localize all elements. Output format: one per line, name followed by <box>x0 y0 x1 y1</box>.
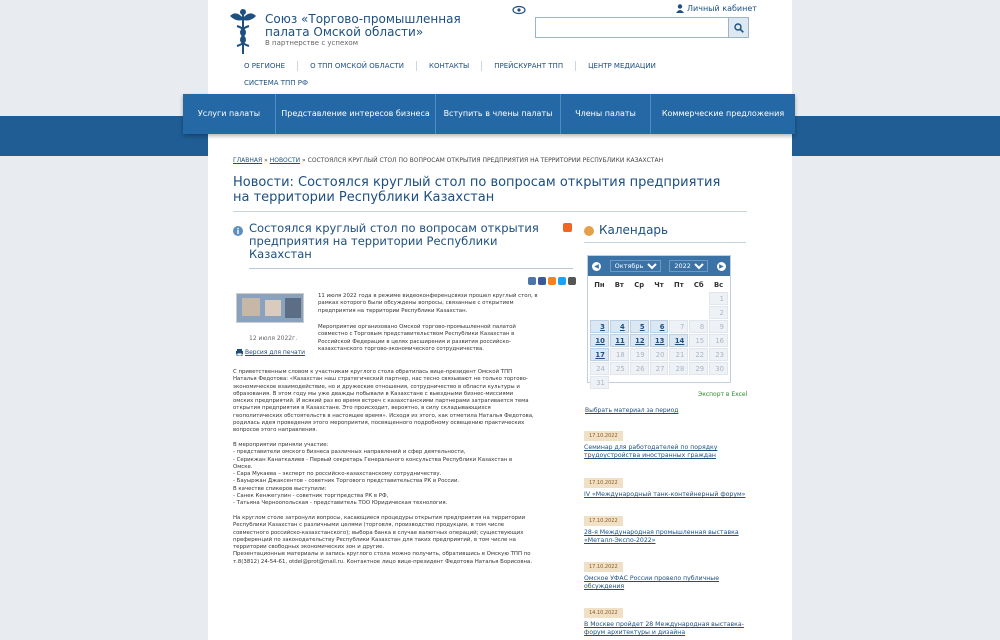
search-icon <box>734 23 744 33</box>
calendar-empty-cell <box>689 376 708 389</box>
calendar-day: 19 <box>630 348 649 361</box>
text-line: совместного российско-казахстанского); выбора банка в случае валютных операций; существующих <box>233 529 524 536</box>
org-name[interactable]: Союз «Торгово-промышленная палата Омской области» <box>265 12 461 39</box>
calendar-day: 30 <box>709 362 728 375</box>
year-select[interactable] <box>669 260 708 272</box>
topnav-system[interactable]: СИСТЕМА ТПП РФ <box>244 78 309 87</box>
news-date: 17.10.2022 <box>584 516 623 526</box>
mainnav-members[interactable]: Члены палаты <box>560 94 650 134</box>
calendar-day: 28 <box>669 362 688 375</box>
mainnav-representation[interactable]: Представление интересов бизнеса <box>275 94 435 134</box>
news-title[interactable]: Семинар для работодателей по порядку трудоустройства иностранных граждан <box>584 444 718 459</box>
weekday-label: Пт <box>674 280 684 289</box>
article-body <box>233 369 534 566</box>
mainnav-services[interactable]: Услуги палаты <box>197 109 261 118</box>
calendar-title: Календарь <box>599 223 669 237</box>
breadcrumb-news[interactable]: НОВОСТИ <box>269 157 301 164</box>
org-slogan: В партнерстве с успехом <box>265 39 358 47</box>
calendar-empty-cell <box>590 306 609 319</box>
text-line: образования. В этом году мы уже дважды побывали в Казахстане с выездными бизнес-миссиями <box>233 390 514 397</box>
topnav-contacts[interactable]: КОНТАКТЫ <box>416 61 481 71</box>
text-line: преференций по законодательству Республики Казахстан для таких предприятий, в том числе на <box>233 536 516 543</box>
text-line: т.8(3812) 24-54-61, otdel@prot@mail.ru. Контактное лицо вице-президент Федотова Наталья Борисовна. <box>233 558 533 565</box>
personal-cabinet-link[interactable] <box>676 4 757 13</box>
calendar-empty-cell <box>630 292 649 305</box>
info-icon <box>233 226 243 236</box>
calendar-day: 27 <box>650 362 669 375</box>
text-line: С приветственным словом к участникам круглого стола обратилась вице-президент Омской ТПП <box>233 369 513 375</box>
calendar-icon <box>584 226 594 236</box>
calendar-day: 29 <box>689 362 708 375</box>
calendar-empty-cell <box>630 376 649 389</box>
calendar-day: 7 <box>669 320 688 333</box>
calendar-day: 16 <box>709 334 728 347</box>
top-nav <box>232 57 772 91</box>
text-line: вопросов этого направления. <box>233 427 318 434</box>
news-item <box>584 469 754 499</box>
divider <box>584 242 746 243</box>
text-line: открытия предприятия в Казахстане. Это происходит, вероятно, в силу складывающихся <box>233 405 491 412</box>
calendar-day: 22 <box>689 348 708 361</box>
news-date: 17.10.2022 <box>584 562 623 572</box>
news-title[interactable]: В Москве пройдет 28 Международная выставка-форум архитектуры и дизайна <box>584 621 744 636</box>
caduceus-logo-icon[interactable] <box>228 8 258 56</box>
search-button[interactable] <box>728 18 748 37</box>
calendar-empty-cell <box>689 306 708 319</box>
text-line: - Бауыржан Джаксентов - советник Торгового представительства РК в России. <box>233 478 460 485</box>
personal-cabinet-label: Личный кабинет <box>687 4 757 13</box>
calendar-empty-cell <box>590 292 609 305</box>
calendar-event-day[interactable]: 4 <box>610 320 629 333</box>
mainnav-offers[interactable]: Коммерческие предложения <box>650 94 795 134</box>
page-title: Новости: Состоялся круглый стол по вопросам открытия предприятия на территории Республики Казахстан <box>233 175 721 205</box>
text-line: Республики Казахстан с различными целями (торговля, производство продукции, в том числе <box>233 522 505 529</box>
text-line: родилась идея проведения этого мероприятия, посвященного подробному освещению практических <box>233 420 525 427</box>
search-input[interactable] <box>536 18 728 37</box>
text-line: геополитических обстоятельств в настоящее время». Исходя из этого, как отметила Наталья Федотова, <box>233 412 534 419</box>
calendar-event-day[interactable]: 14 <box>669 334 688 347</box>
calendar-day: 15 <box>689 334 708 347</box>
calendar-empty-cell <box>650 376 669 389</box>
calendar-empty-cell <box>709 376 728 389</box>
mainnav-join[interactable]: Вступить в члены палаты <box>435 94 560 134</box>
divider <box>249 268 573 269</box>
twitter-icon[interactable] <box>558 277 566 285</box>
weekday-label: Вс <box>713 280 724 289</box>
news-title[interactable]: IV «Международный танк-контейнерный форум» <box>584 491 746 498</box>
calendar-day: 2 <box>709 306 728 319</box>
text-line: На круглом столе затронули вопросы, касающиеся процедуры открытия предприятия на территории <box>233 514 526 521</box>
calendar-day: 1 <box>709 292 728 305</box>
breadcrumb-sep: » <box>302 157 306 164</box>
print-version-link[interactable] <box>236 349 305 356</box>
text-line: территории свободных экономических зон и другие. <box>233 544 385 551</box>
text-line: казахстанского торгово-экономического сотрудничества. <box>318 345 484 352</box>
news-title[interactable]: 28-я Международная промышленная выставка «Металл-Экспо-2022» <box>584 529 739 544</box>
text-line: Мероприятие организовано Омской торгово-промышленной палатой <box>318 324 516 330</box>
calendar-day: 25 <box>610 362 629 375</box>
breadcrumb-home[interactable]: ГЛАВНАЯ <box>233 157 263 164</box>
article-title: Состоялся круглый стол по вопросам открытия предприятия на территории Республики Казахстан <box>249 221 539 261</box>
text-line: В качестве спикеров выступили: <box>233 485 327 492</box>
calendar-widget <box>587 255 731 387</box>
facebook-icon[interactable] <box>538 277 546 285</box>
news-date: 17.10.2022 <box>584 478 623 488</box>
topnav-mediation[interactable]: ЦЕНТР МЕДИАЦИИ <box>575 61 668 71</box>
text-line: - Татьяна Черноопольская - представитель ТОО Юридическая технология. <box>233 500 448 507</box>
news-item <box>584 507 754 545</box>
text-line: Презентационные материалы и запись круглого стола можно получить, обратившись в Омскую ТПП по <box>233 551 531 558</box>
calendar-empty-cell <box>610 376 629 389</box>
weekday-label: Пн <box>594 280 605 289</box>
calendar-empty-cell <box>669 292 688 305</box>
breadcrumb-current: СОСТОЯЛСЯ КРУГЛЫЙ СТОЛ ПО ВОПРОСАМ ОТКРЫТИЯ ПРЕДПРИЯТИЯ НА ТЕРРИТОРИИ РЕСПУБЛИКИ КАЗАХСТАН <box>307 157 664 164</box>
print-version-label: Версия для печати <box>245 349 306 356</box>
calendar-empty-cell <box>689 292 708 305</box>
weekday-label: Сб <box>693 280 704 289</box>
odnoklassniki-icon[interactable] <box>548 277 556 285</box>
text-line: - Санек Кенжегулин - советник торгпредства РК в РФ, <box>233 493 389 500</box>
divider <box>233 211 747 212</box>
news-date: 14.10.2022 <box>584 608 623 618</box>
weekday-label: Чт <box>654 280 664 289</box>
calendar-empty-cell <box>650 292 669 305</box>
calendar-day: 9 <box>709 320 728 333</box>
text-line: - Серикжан Канаткалиев - Первый секретарь Генерального консульства Республики Казахстан в <box>233 456 513 463</box>
printer-icon <box>236 349 243 356</box>
vk-icon[interactable] <box>528 277 536 285</box>
news-item <box>584 553 754 591</box>
calendar-event-day[interactable]: 10 <box>590 334 609 347</box>
text-line: совместно с Торговым представительством Республики Казахстан в <box>318 331 515 338</box>
topnav-region[interactable]: О РЕГИОНЕ <box>244 61 286 70</box>
calendar-day: 21 <box>669 348 688 361</box>
breadcrumb-sep: » <box>264 157 268 164</box>
calendar-day: 26 <box>630 362 649 375</box>
calendar-event-day[interactable]: 13 <box>650 334 669 347</box>
text-line <box>233 435 534 442</box>
calendar-day: 24 <box>590 362 609 375</box>
calendar-empty-cell <box>669 376 688 389</box>
share-buttons <box>528 277 576 285</box>
link-icon[interactable] <box>568 277 576 285</box>
weekday-label: Ср <box>634 280 645 289</box>
text-line: 11 июля 2022 года в режиме видеоконференцсвязи прошел круглый стол, в <box>318 293 538 299</box>
text-line: - представители омского бизнеса различных направлений и сфер деятельности, <box>233 449 466 456</box>
text-line: рамках которого были обсуждены вопросы, связанные с открытием <box>318 300 514 307</box>
calendar-empty-cell <box>669 306 688 319</box>
text-line <box>233 508 534 515</box>
text-line: предприятия на территории Республики Казахстан. <box>318 307 468 314</box>
calendar-day: 23 <box>709 348 728 361</box>
calendar-event-day[interactable]: 6 <box>650 320 669 333</box>
calendar-empty-cell <box>610 306 629 319</box>
text-line: экономическое взаимодействие, но и дружеские отношения, сотрудничество в области культуры и <box>233 383 520 390</box>
text-line: Омске. <box>233 463 253 470</box>
weekday-label: Вт <box>614 280 624 289</box>
calendar-day: 31 <box>590 376 609 389</box>
news-title[interactable]: Омское УФАС России провело публичные обсуждения <box>584 575 719 590</box>
article-photo[interactable] <box>236 293 304 323</box>
news-item <box>584 599 754 637</box>
user-icon <box>676 4 684 13</box>
topnav-about[interactable]: О ТПП ОМСКОЙ ОБЛАСТИ <box>297 61 416 71</box>
calendar-day: 18 <box>610 348 629 361</box>
next-month-icon[interactable]: ▶ <box>717 262 726 271</box>
calendar-event-day[interactable]: 17 <box>590 348 609 361</box>
rss-icon[interactable] <box>563 223 572 232</box>
breadcrumb <box>233 157 663 164</box>
calendar-event-day[interactable]: 12 <box>630 334 649 347</box>
calendar-event-day[interactable]: 5 <box>630 320 649 333</box>
news-date: 17.10.2022 <box>584 431 623 441</box>
text-line: В мероприятии приняли участие: <box>233 441 329 448</box>
calendar-day: 8 <box>689 320 708 333</box>
article-para2 <box>318 324 516 353</box>
calendar-empty-cell <box>630 306 649 319</box>
calendar-empty-cell <box>650 306 669 319</box>
topnav-pricelist[interactable]: ПРЕЙСКУРАНТ ТПП <box>481 61 575 71</box>
text-line: Наталья Федотова: «Казахстан наш стратегический партнер, нас тесно связывают не только торгово- <box>233 376 528 383</box>
main-nav <box>183 94 795 134</box>
news-item <box>584 422 754 460</box>
article-intro <box>318 293 538 315</box>
month-select[interactable] <box>610 260 661 272</box>
text-line: омских предприятий. И всякий раз во время встреч с казахстанскими партнерами затрагивается тема <box>233 398 529 405</box>
calendar-grid <box>588 276 730 391</box>
pick-period-link[interactable]: Выбрать материал за период <box>585 407 679 414</box>
export-excel-link[interactable]: Экспорт в Excel <box>698 391 748 398</box>
prev-month-icon[interactable]: ◀ <box>592 262 601 271</box>
text-line: - Сара Мукаева – эксперт по российско-казахстанскому сотрудничеству. <box>233 471 442 478</box>
calendar-day: 20 <box>650 348 669 361</box>
search-box <box>535 17 749 38</box>
calendar-event-day[interactable]: 11 <box>610 334 629 347</box>
article-date: 12 июля 2022г. <box>249 335 298 342</box>
calendar-empty-cell <box>610 292 629 305</box>
visually-impaired-icon[interactable] <box>512 5 526 15</box>
text-line: Российской Федерации в целях расширения и развития российско- <box>318 338 511 345</box>
calendar-event-day[interactable]: 3 <box>590 320 609 333</box>
